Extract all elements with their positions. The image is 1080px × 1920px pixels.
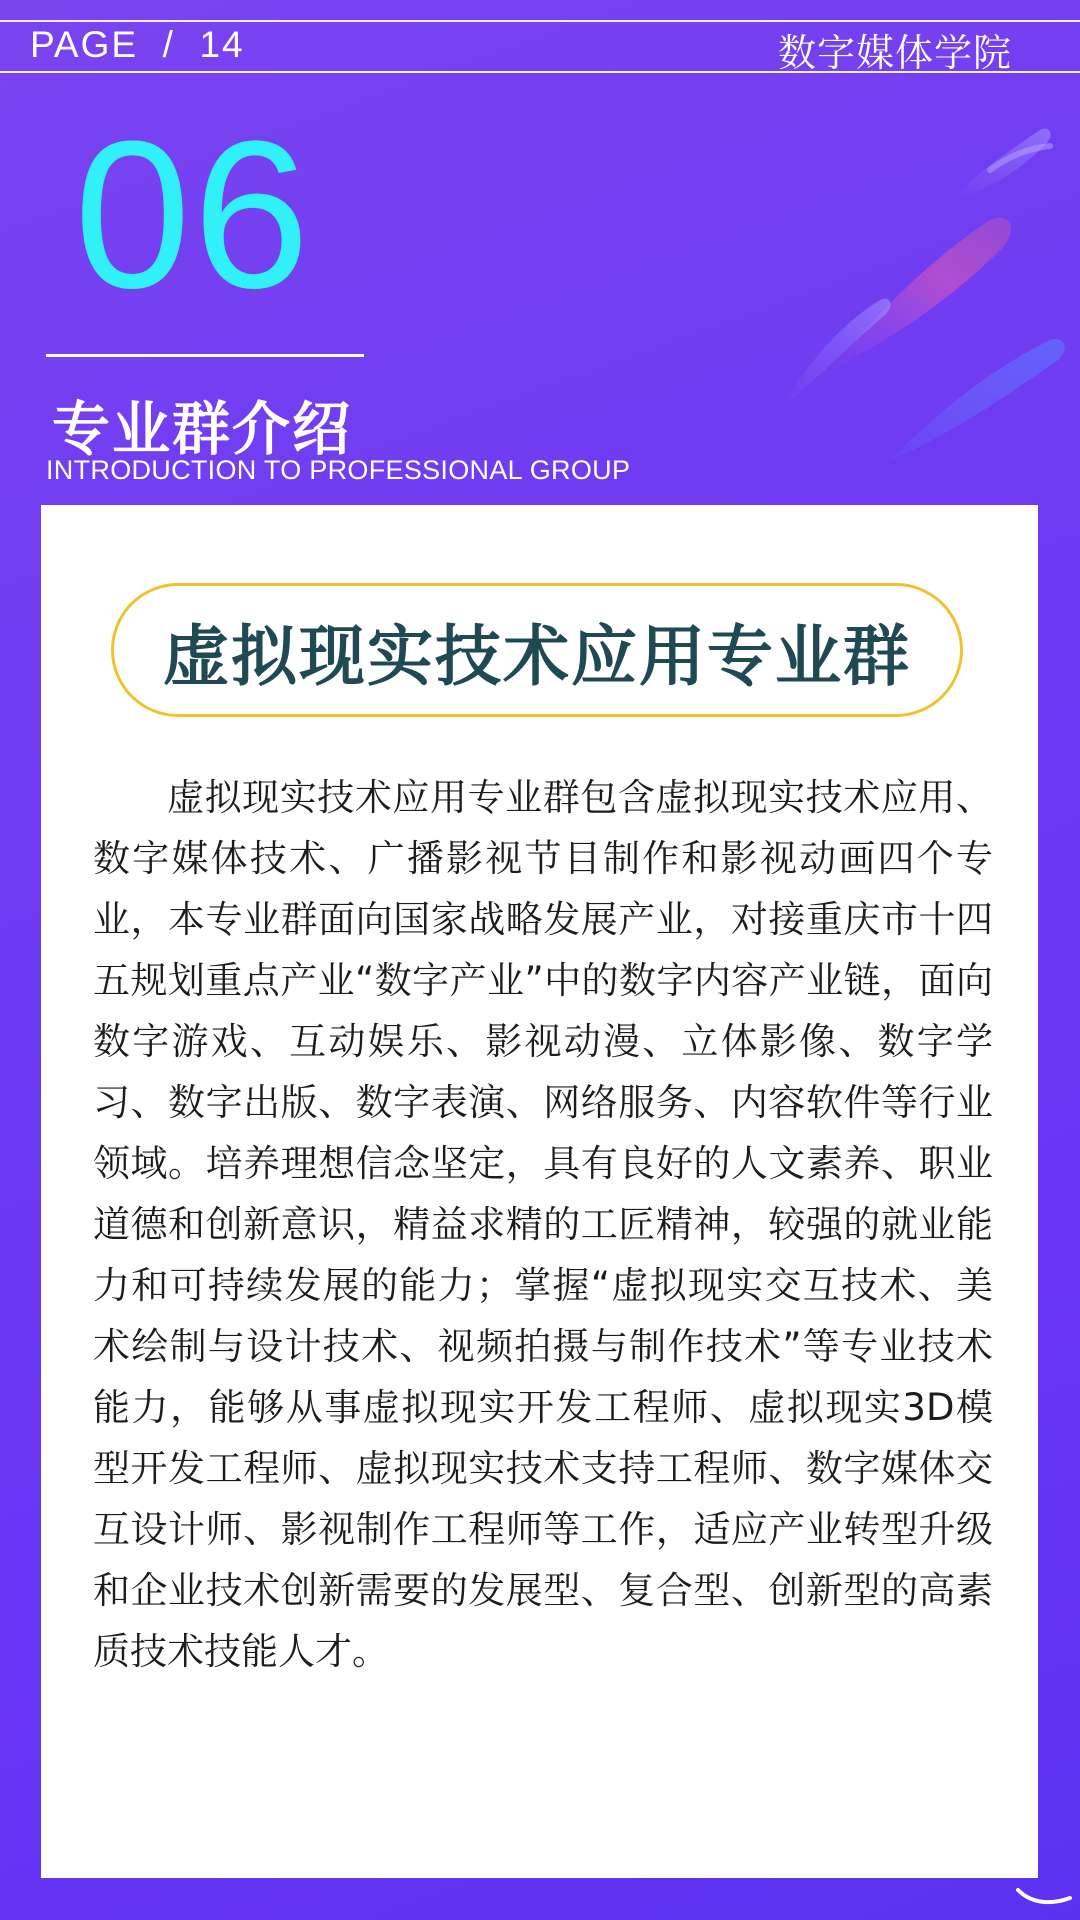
title-pill: [111, 583, 963, 717]
section-title: 专业群介绍: [52, 395, 353, 463]
decorative-ribbon-icon: [740, 110, 1080, 470]
content-card: [41, 505, 1038, 1878]
card-title: 虚拟现实技术应用专业群: [163, 617, 911, 695]
section-divider: [46, 354, 364, 357]
corner-swoosh-icon: [1000, 1840, 1080, 1920]
section-subtitle: INTRODUCTION TO PROFESSIONAL GROUP: [46, 455, 631, 485]
card-body-text: 虚拟现实技术应用专业群包含虚拟现实技术应用、数字媒体技术、广播影视节目制作和影视动画四个专业，本专业群面向国家战略发展产业，对接重庆市十四五规划重点产业“数字产业”中的数字内容产业链，面向数字游戏、互动娱乐、影视动漫、立体影像、数字学习、数字出版、数字表演、网络服务、内容软件等行业领域。培养理想信念坚定，具有良好的人文素养、职业道德和创新意识，精益求精的工匠精神，较强的就业能力和可持续发展的能力；掌握“虚拟现实交互技术、美术绘制与设计技术、视频拍摄与制作技术”等专业技术能力，能够从事虚拟现实开发工程师、虚拟现实3D模型开发工程师、虚拟现实技术支持工程师、数字媒体交互设计师、影视制作工程师等工作，适应产业转型升级和企业技术创新需要的发展型、复合型、创新型的高素质技术技能人才。: [93, 776, 993, 1673]
school-name: 数字媒体学院: [777, 31, 1012, 75]
page-number-label: PAGE / 14: [30, 24, 245, 65]
section-number: 06: [74, 97, 312, 332]
